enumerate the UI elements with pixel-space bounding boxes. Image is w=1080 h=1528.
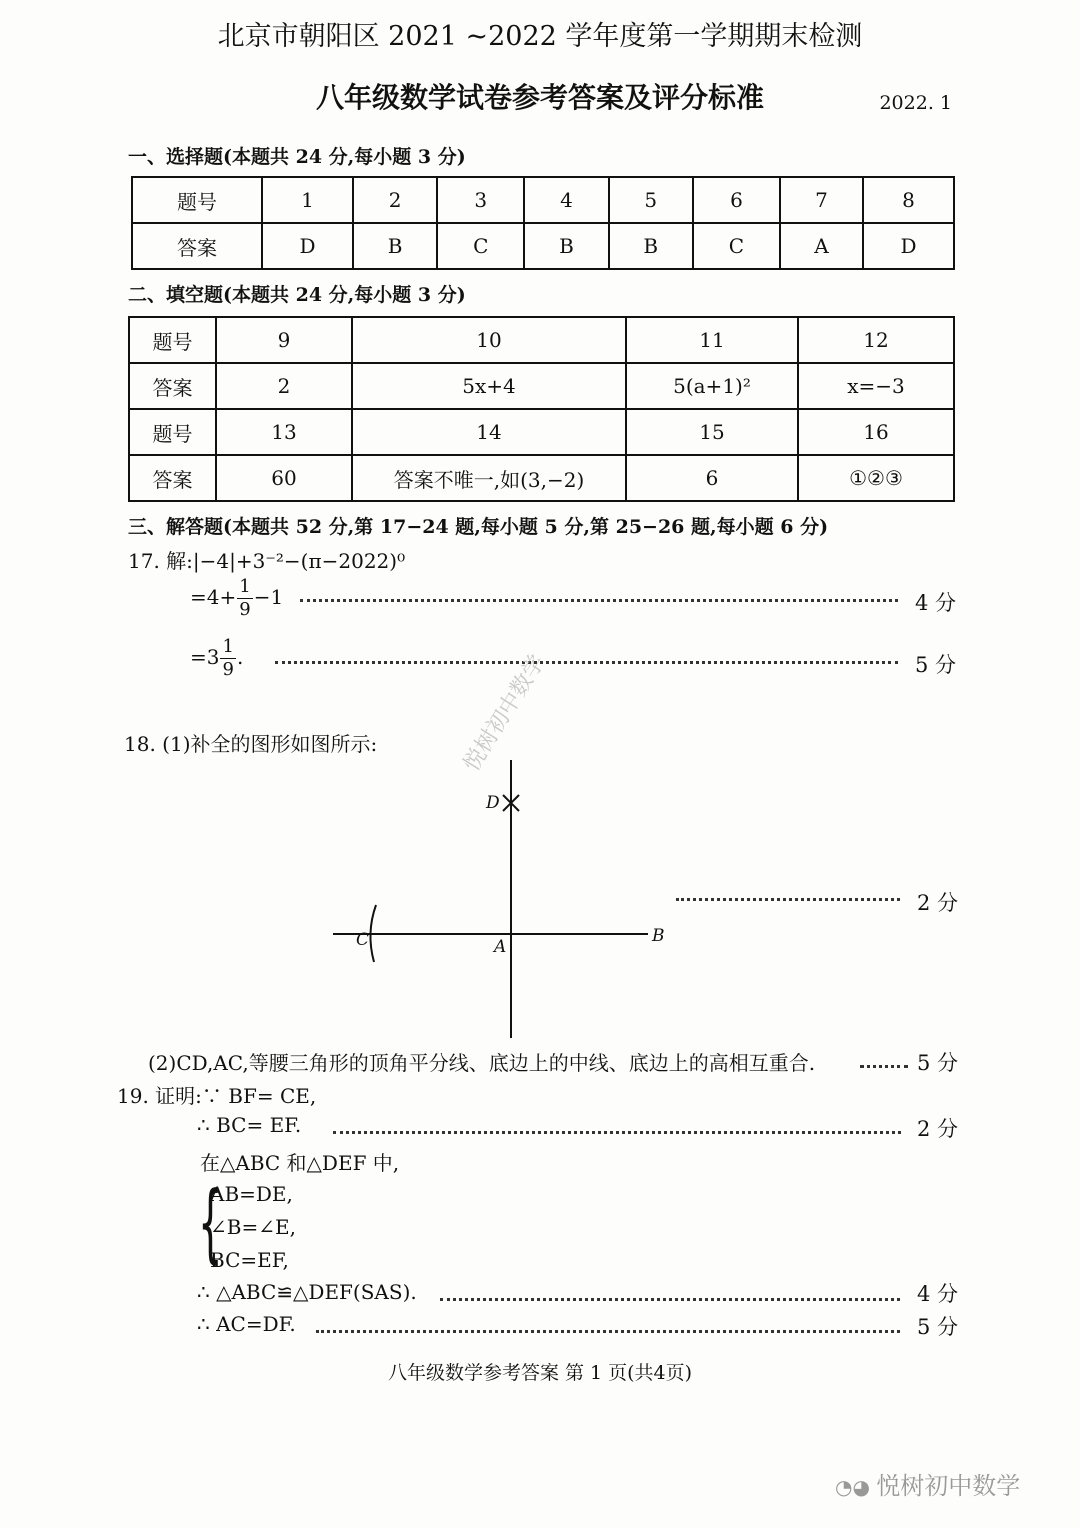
answer-cell: B (609, 223, 693, 269)
score-label: 5 分 (917, 1051, 959, 1075)
row-label: 题号 (132, 177, 262, 223)
question-number: 14 (352, 409, 626, 455)
question-number: 13 (216, 409, 352, 455)
section2-heading: 二、填空题(本题共 24 分,每小题 3 分) (128, 284, 466, 306)
question-number: 5 (609, 177, 693, 223)
question-number: 8 (863, 177, 954, 223)
q19-condition: BC=EF, (210, 1248, 289, 1272)
row-label: 题号 (129, 409, 216, 455)
score-label: 2 分 (917, 1117, 959, 1141)
question-number: 1 (262, 177, 353, 223)
answer-cell: D (863, 223, 954, 269)
question-number: 12 (798, 317, 954, 363)
score-label: 4 分 (917, 1282, 959, 1306)
dot-leader (333, 1131, 901, 1134)
question-number: 11 (626, 317, 798, 363)
answer-cell: D (262, 223, 353, 269)
q18-part2: (2)CD,AC,等腰三角形的顶角平分线、底边上的中线、底边上的高相互重合. (148, 1051, 816, 1075)
answer-cell: A (780, 223, 863, 269)
score-label: 5 分 (917, 1315, 959, 1339)
answer-cell: 60 (216, 455, 352, 501)
question-number: 6 (693, 177, 780, 223)
q19-conclusion: ∴ AC=DF. (197, 1312, 296, 1336)
point-label-d: D (486, 793, 500, 813)
q19-given: 19. 证明:∵ BF= CE, (117, 1084, 317, 1108)
brace-icon: { (198, 1173, 223, 1273)
section1-heading: 一、选择题(本题共 24 分,每小题 3 分) (128, 146, 466, 168)
point-label-c: C (356, 930, 370, 950)
score-label: 4 分 (915, 591, 957, 615)
fraction-numerator: 1 (239, 576, 251, 597)
corner-watermark-text: 悦树初中数学 (876, 1472, 1021, 1500)
answer-cell: C (437, 223, 524, 269)
dot-leader (860, 1065, 908, 1068)
question-number: 16 (798, 409, 954, 455)
q18-part1: 18. (1)补全的图形如图所示: (124, 732, 378, 756)
fraction-numerator: 1 (222, 636, 234, 657)
q19-congruence: ∴ △ABC≌△DEF(SAS). (197, 1280, 417, 1304)
corner-watermark (835, 1466, 1020, 1501)
q17-step1-prefix: =4+ (190, 585, 237, 609)
row-label: 答案 (129, 455, 216, 501)
fraction-denominator: 9 (239, 599, 251, 620)
answer-cell: 5(a+1)² (626, 363, 798, 409)
question-number: 2 (353, 177, 437, 223)
diagonal-watermark: 悦树初中数学 (459, 650, 551, 776)
row-label: 答案 (132, 223, 262, 269)
answer-cell: 6 (626, 455, 798, 501)
answer-cell: 5x+4 (352, 363, 626, 409)
q17-step2-suffix: . (236, 645, 244, 669)
answer-cell: B (524, 223, 608, 269)
dot-leader (316, 1330, 900, 1333)
q17-step2-prefix: =3 (190, 645, 220, 669)
q19-condition: ∠B=∠E, (210, 1215, 296, 1239)
fraction-denominator: 9 (222, 659, 234, 680)
score-label: 2 分 (917, 891, 959, 915)
point-label-a: A (494, 937, 507, 957)
dot-leader (440, 1298, 900, 1301)
section3-heading: 三、解答题(本题共 52 分,第 17−24 题,每小题 5 分,第 25−26 题,每小题 6 分) (128, 516, 829, 538)
question-number: 4 (524, 177, 608, 223)
answer-cell: 答案不唯一,如(3,−2) (352, 455, 626, 501)
q19-condition: AB=DE, (210, 1182, 293, 1206)
dot-leader (676, 898, 900, 901)
question-number: 15 (626, 409, 798, 455)
row-label: 答案 (129, 363, 216, 409)
q19-step1: ∴ BC= EF. (197, 1113, 302, 1137)
answer-cell: C (693, 223, 780, 269)
question-number: 7 (780, 177, 863, 223)
answer-cell: 2 (216, 363, 352, 409)
q19-in-triangles: 在△ABC 和△DEF 中, (200, 1151, 400, 1175)
question-number: 10 (352, 317, 626, 363)
row-label: 题号 (129, 317, 216, 363)
q17-step1-suffix: −1 (253, 585, 284, 609)
page-footer: 八年级数学参考答案 第 1 页(共4页) (387, 1362, 693, 1384)
q17-expression: 17. 解:|−4|+3⁻²−(π−2022)⁰ (128, 549, 406, 573)
answer-cell: B (353, 223, 437, 269)
answer-key-title: 八年级数学试卷参考答案及评分标准 (315, 81, 764, 114)
point-label-b: B (652, 926, 665, 946)
score-label: 5 分 (915, 653, 957, 677)
wechat-icon: ◔◕ (835, 1475, 877, 1499)
question-number: 3 (437, 177, 524, 223)
answer-cell: x=−3 (798, 363, 954, 409)
exam-title: 北京市朝阳区 2021 ~2022 学年度第一学期期末检测 (217, 21, 863, 52)
answer-cell: ①②③ (798, 455, 954, 501)
exam-date: 2022. 1 (879, 92, 952, 114)
question-number: 9 (216, 317, 352, 363)
